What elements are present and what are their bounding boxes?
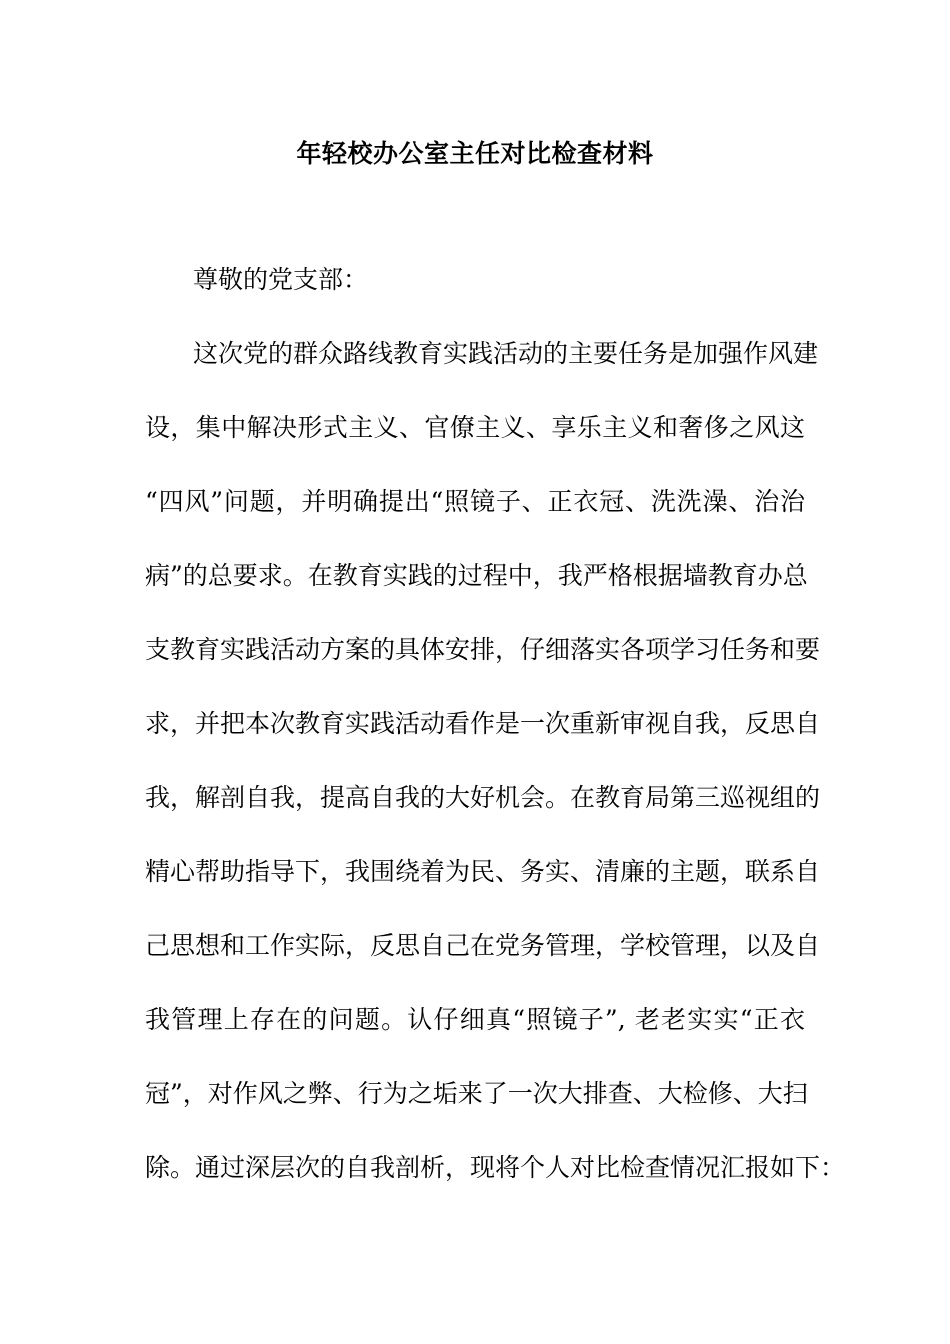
body-line: 精心帮助指导下，我围绕着为民、务实、清廉的主题，联系自 bbox=[145, 857, 821, 886]
body-line: 我，解剖自我，提高自我的大好机会。在教育局第三巡视组的 bbox=[145, 783, 821, 812]
body-line: 我管理上存在的问题。认仔细真“照镜子”, 老老实实“正衣 bbox=[145, 1005, 805, 1034]
salutation: 尊敬的党支部： bbox=[193, 265, 369, 294]
body-line: 支教育实践活动方案的具体安排，仔细落实各项学习任务和要 bbox=[145, 635, 821, 664]
body-line: 病”的总要求。在教育实践的过程中，我严格根据墙教育办总 bbox=[145, 561, 808, 590]
body-line: 己思想和工作实际，反思自己在党务管理，学校管理，以及自 bbox=[145, 931, 821, 960]
body-line: “四风”问题，并明确提出“照镜子、正衣冠、洗洗澡、治治 bbox=[145, 487, 805, 516]
body-line: 求，并把本次教育实践活动看作是一次重新审视自我，反思自 bbox=[145, 709, 821, 738]
body-line: 除。通过深层次的自我剖析，现将个人对比检查情况汇报如下： bbox=[145, 1153, 846, 1182]
document-title: 年轻校办公室主任对比检查材料 bbox=[296, 139, 654, 168]
body-line: 设，集中解决形式主义、官僚主义、享乐主义和奢侈之风这 bbox=[145, 413, 805, 442]
body-line: 冠”，对作风之弊、行为之垢来了一次大排查、大检修、大扫 bbox=[145, 1079, 808, 1108]
body-line: 这次党的群众路线教育实践活动的主要任务是加强作风建 bbox=[193, 339, 819, 368]
